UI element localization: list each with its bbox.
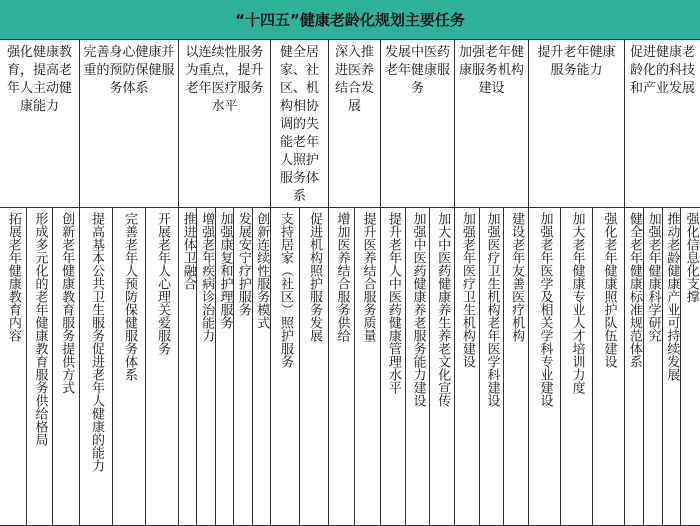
task-item-label: 推动老龄健康产业可持续发展 [664,212,680,381]
task-item-label: 创新连续性服务模式 [254,212,270,329]
task-item-label: 加大中医药健康养生养老文化宣传 [435,212,451,407]
task-item [455,208,480,526]
task-item [561,208,593,526]
task-item [406,208,431,526]
task-item [430,208,455,526]
category-5: 深入推进医养结合发展 [329,40,381,208]
task-item-label: 拓展老年健康教育内容 [5,212,21,342]
category-3: 以连续性服务为重点，提升老年医疗服务水平 [179,40,271,208]
task-item [329,208,355,526]
task-item [179,208,197,526]
task-item-label: 加强老年医学及相关学科专业建设 [537,212,553,407]
task-item-label: 加强老年医疗卫生机构建设 [459,212,475,368]
task-item [663,208,682,526]
task-item [529,208,561,526]
task-grid [0,40,700,526]
task-item-label: 推进体卫融合 [180,212,196,290]
task-item [0,208,27,526]
task-item [146,208,179,526]
task-item-label: 增加医养结合服务供给 [334,212,350,342]
task-item [625,208,644,526]
task-item [234,208,252,526]
task-item-label: 形成多元化的老年健康教育服务供给格局 [32,212,48,446]
category-4: 健全居家、社区、机构相协调的失能老年人照护服务体系 [271,40,329,208]
task-item [355,208,381,526]
task-item-label: 加强老年健康科学研究 [645,212,661,342]
task-item-label: 提升医养结合服务质量 [360,212,376,342]
task-item [27,208,54,526]
category-2: 完善身心健康并重的预防保健服务体系 [80,40,179,208]
task-item [253,208,271,526]
task-item [53,208,80,526]
task-item-label: 建设老年友善医疗机构 [509,212,525,342]
task-item [644,208,663,526]
task-item-label: 提高基本公共卫生服务促进老年人健康的能力 [89,212,104,472]
task-item-label: 完善老年人预防保健服务体系 [122,212,137,381]
category-7: 加强老年健康服务机构建设 [455,40,529,208]
task-item-label: 加大老年健康专业人才培训力度 [569,212,585,394]
task-item-label: 促进机构照护服务发展 [307,212,322,342]
task-item-label: 加强医疗卫生机构老年医学科建设 [484,212,500,407]
task-item-label: 提升老年人中医药健康管理水平 [385,212,401,394]
task-item [480,208,505,526]
task-item-label: 开展老年人心理关爱服务 [155,212,170,355]
task-item-label: 创新老年健康教育服务提供方式 [59,212,75,394]
task-item [271,208,300,526]
task-item [681,208,700,526]
task-item [216,208,234,526]
task-item-label: 发展安宁疗护服务 [235,212,251,316]
task-item [197,208,215,526]
task-item [80,208,113,526]
task-item-label: 支持居家（社区）照护服务 [278,212,293,368]
category-1: 强化健康教育，提高老年人主动健康能力 [0,40,80,208]
category-8: 提升老年健康服务能力 [529,40,625,208]
diagram-title: “十四五”健康老龄化规划主要任务 [0,0,700,40]
task-item [504,208,529,526]
task-item [113,208,146,526]
task-item-label: 加强康复和护理服务 [217,212,233,329]
task-item [300,208,329,526]
task-item-label: 强化信息化支撑 [683,212,699,303]
category-6: 发展中医药老年健康服务 [381,40,455,208]
task-item-label: 增强老年疾病诊治能力 [199,212,215,342]
task-item-label: 加强中医药健康养老服务能力建设 [410,212,426,407]
task-item-label: 强化老年健康照护队伍建设 [601,212,617,368]
task-item [381,208,406,526]
task-item [593,208,625,526]
category-9: 促进健康老龄化的科技和产业发展 [625,40,700,208]
task-item-label: 健全老年健康标准规范体系 [626,212,642,368]
